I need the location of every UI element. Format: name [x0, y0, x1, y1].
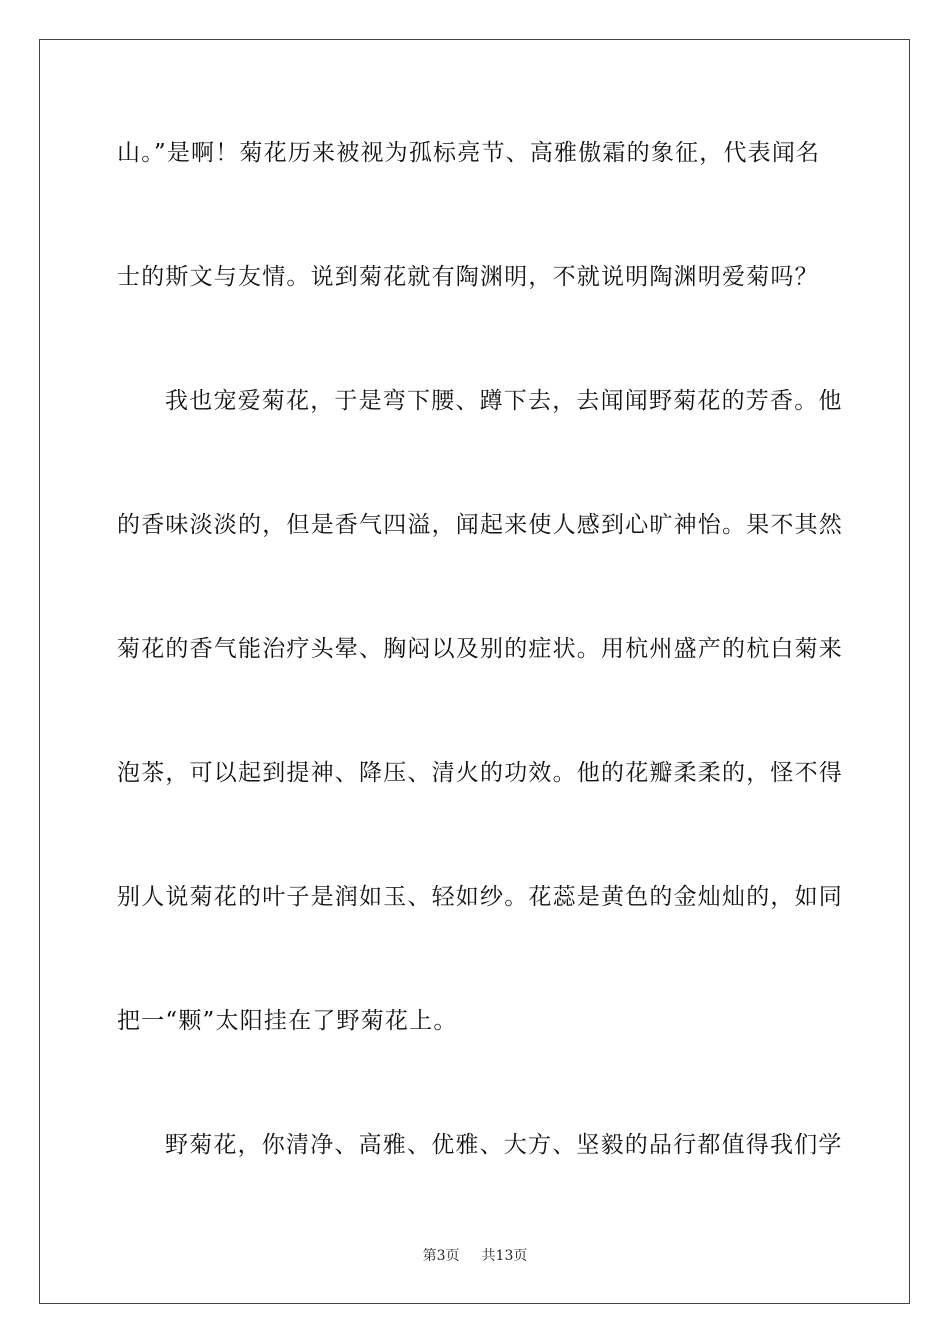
paragraph-line: 菊花的香气能治疗头晕、胸闷以及别的症状。用杭州盛产的杭白菊来 — [117, 636, 843, 662]
paragraph-line: 泡茶，可以起到提神、降压、清火的功效。他的花瓣柔柔的，怪不得 — [117, 760, 843, 786]
paragraph-line: 我也宠爱菊花，于是弯下腰、蹲下去，去闻闻野菊花的芳香。他 — [165, 388, 843, 414]
page-number: 第3页 — [422, 1248, 460, 1264]
paragraph-line: 的香味淡淡的，但是香气四溢，闻起来使人感到心旷神怡。果不其然 — [117, 512, 843, 538]
paragraph-line: 士的斯文与友情。说到菊花就有陶渊明，不就说明陶渊明爱菊吗？ — [117, 264, 819, 290]
paragraph-line: 野菊花，你清净、高雅、优雅、大方、坚毅的品行都值得我们学 — [165, 1132, 843, 1158]
paragraph-line: 把一“颗”太阳挂在了野菊花上。 — [117, 1008, 458, 1034]
paragraph-line: 别人说菊花的叶子是润如玉、轻如纱。花蕊是黄色的金灿灿的，如同 — [117, 884, 843, 910]
page-border — [39, 39, 910, 1304]
paragraph-line: 山。”是啊！菊花历来被视为孤标亮节、高雅傲霜的象征，代表闻名 — [117, 140, 821, 166]
page-footer — [0, 1247, 950, 1265]
page-total: 共13页 — [481, 1248, 528, 1264]
